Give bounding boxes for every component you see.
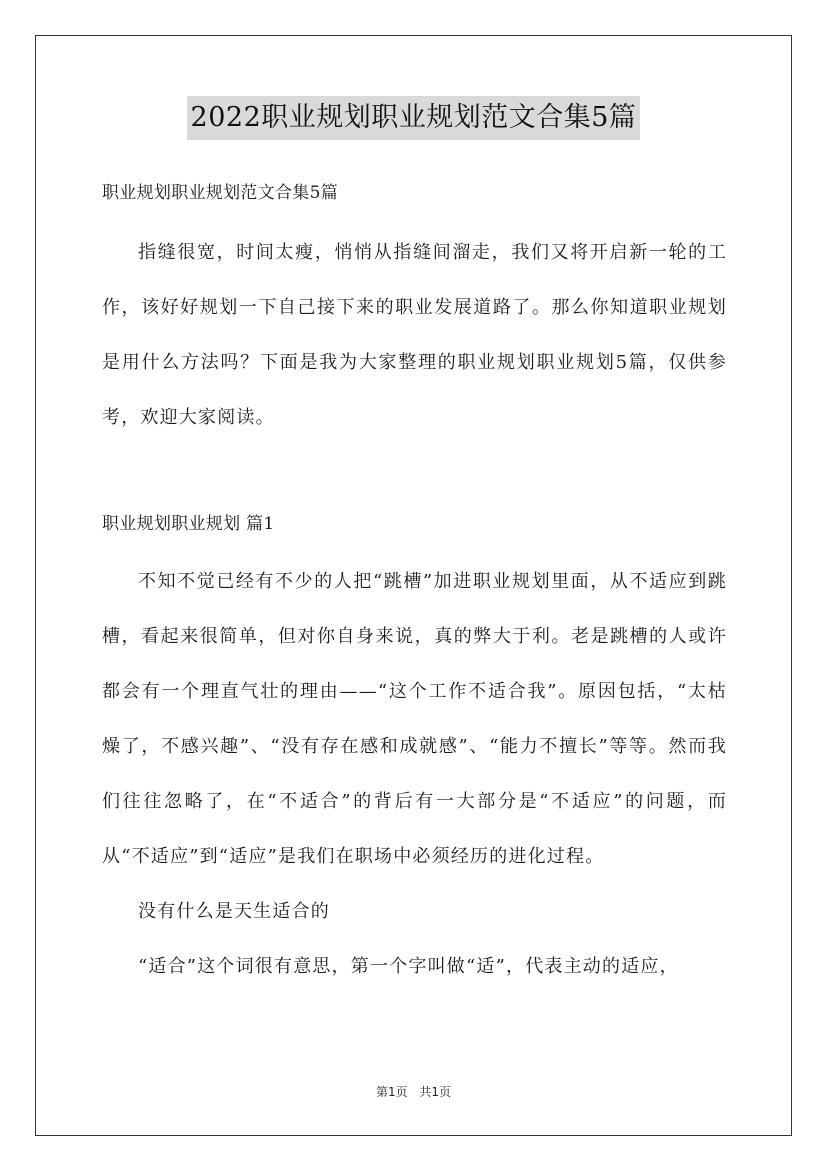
page-footer [0,1083,827,1100]
page-number-current: 第1页 [375,1085,408,1099]
section-heading[interactable]: 职业规划职业规划 篇1 [102,514,275,534]
section-spacer [102,445,727,503]
page-number-total: 共1页 [419,1085,452,1099]
title-container [0,96,827,140]
document-body [102,172,727,994]
document-subtitle[interactable]: 职业规划职业规划范文合集5篇 [102,183,339,203]
document-title[interactable]: 2022职业规划职业规划范文合集5篇 [187,96,641,140]
body-paragraph-3[interactable]: “适合”这个词很有意思，第一个字叫做“适”，代表主动的适应， [138,956,679,977]
body-paragraph-1[interactable]: 不知不觉已经有不少的人把“跳槽”加进职业规划里面，从不适应到跳槽，看起来很简单，但对你自身来说，真的弊大于利。老是跳槽的人或许都会有一个理直气壮的理由——“这个工作不适合我”。原因包括，“太枯燥了，不感兴趣”、“没有存在感和成就感”、“能力不擅长”等等。然而我们往往忽略了，在“不适合”的背后有一大部分是“不适应”的问题，而从“不适应”到“适应”是我们在职场中必须经历的进化过程。 [102,571,727,867]
body-paragraph-2[interactable]: 没有什么是天生适合的 [138,901,330,922]
intro-paragraph[interactable]: 指缝很宽，时间太瘦，悄悄从指缝间溜走，我们又将开启新一轮的工作，该好好规划一下自己接下来的职业发展道路了。那么你知道职业规划是用什么方法吗？下面是我为大家整理的职业规划职业规划5篇，仅供参考，欢迎大家阅读。 [102,242,727,428]
